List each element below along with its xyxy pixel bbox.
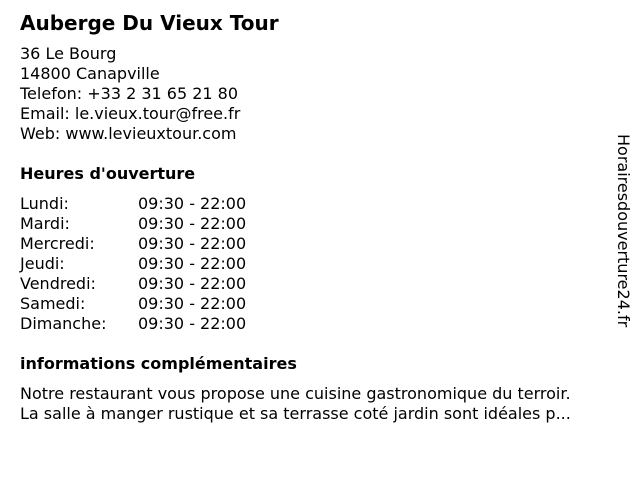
address-street: 36 Le Bourg bbox=[20, 44, 117, 63]
day-label: Jeudi: bbox=[20, 254, 65, 273]
day-label: Lundi: bbox=[20, 194, 69, 213]
day-label: Samedi: bbox=[20, 294, 86, 313]
website: Web: www.levieuxtour.com bbox=[20, 124, 237, 143]
address-city: 14800 Canapville bbox=[20, 64, 160, 83]
phone-number: Telefon: +33 2 31 65 21 80 bbox=[20, 84, 239, 103]
hours-row-sunday bbox=[20, 314, 278, 334]
hours-row-saturday bbox=[20, 294, 278, 314]
business-contact-block bbox=[20, 44, 240, 144]
day-label: Mardi: bbox=[20, 214, 70, 233]
source-watermark: Horairesdouverture24.fr bbox=[614, 134, 633, 328]
day-label: Dimanche: bbox=[20, 314, 107, 333]
additional-info-heading: informations complémentaires bbox=[20, 354, 297, 373]
hours-row-wednesday bbox=[20, 234, 278, 254]
day-label: Vendredi: bbox=[20, 274, 96, 293]
time-range: 09:30 - 22:00 bbox=[138, 234, 247, 253]
hours-row-tuesday bbox=[20, 214, 278, 234]
description-line: La salle à manger rustique et sa terrasse coté jardin sont idéales p... bbox=[20, 404, 571, 423]
time-range: 09:30 - 22:00 bbox=[138, 254, 247, 273]
time-range: 09:30 - 22:00 bbox=[138, 314, 247, 333]
hours-row-friday bbox=[20, 274, 278, 294]
description-line: Notre restaurant vous propose une cuisine gastronomique du terroir. bbox=[20, 384, 571, 403]
hours-row-thursday bbox=[20, 254, 278, 274]
additional-info-text bbox=[20, 384, 620, 424]
business-name: Auberge Du Vieux Tour bbox=[20, 11, 279, 35]
opening-hours-heading: Heures d'ouverture bbox=[20, 164, 196, 183]
time-range: 09:30 - 22:00 bbox=[138, 274, 247, 293]
opening-hours-table bbox=[20, 194, 278, 334]
time-range: 09:30 - 22:00 bbox=[138, 294, 247, 313]
time-range: 09:30 - 22:00 bbox=[138, 214, 247, 233]
email-address: Email: le.vieux.tour@free.fr bbox=[20, 104, 241, 123]
time-range: 09:30 - 22:00 bbox=[138, 194, 247, 213]
hours-row-monday bbox=[20, 194, 278, 214]
day-label: Mercredi: bbox=[20, 234, 95, 253]
